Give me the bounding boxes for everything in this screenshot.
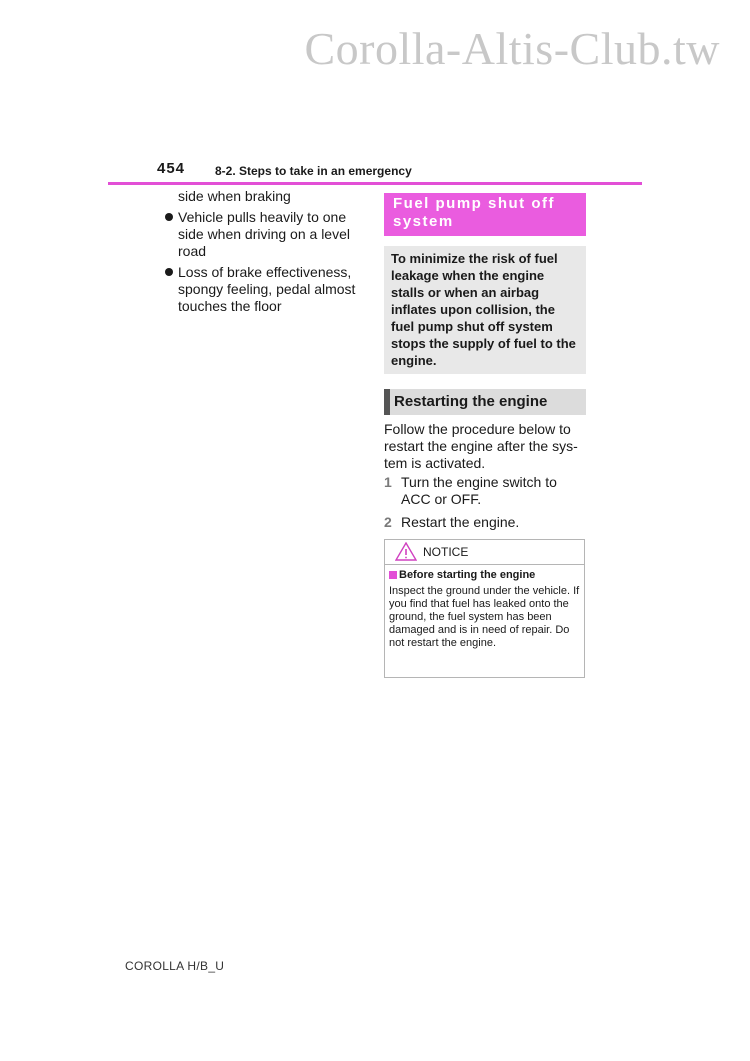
notice-label: NOTICE — [423, 545, 469, 559]
bullet-text: Vehicle pulls heavily to one side when driving on a level road — [178, 209, 350, 259]
watermark: Corolla-Altis-Club.tw — [304, 23, 720, 74]
left-column — [164, 188, 360, 319]
restart-intro: Follow the procedure below to restart the engine after the sys-tem is activated. — [384, 421, 578, 471]
square-bullet-icon — [389, 571, 397, 579]
bullet-item — [164, 264, 360, 315]
continuation-text: side when braking — [178, 188, 291, 204]
footer: COROLLA H/B_U — [125, 959, 225, 973]
notice-subtitle — [389, 569, 584, 581]
notice-body: Inspect the ground under the vehicle. If you find that fuel has leaked onto the ground, the fuel system has been damaged and is in need of repair. Do not restart the engine. — [389, 585, 580, 649]
notice-subtitle-text: Before starting the engine — [399, 569, 536, 581]
bullet-icon — [165, 213, 173, 221]
fuel-pump-summary: To minimize the risk of fuel leakage when the engine stalls or when an airbag inflates upon collision, the fuel pump shut off system stops the supply of fuel to the engine. — [384, 246, 586, 374]
notice-box — [384, 539, 585, 678]
step-number: 2 — [384, 514, 392, 530]
bullet-icon — [165, 268, 173, 276]
restart-title: Restarting the engine — [384, 389, 586, 415]
page-number: 454 — [157, 160, 186, 177]
notice-header — [385, 540, 584, 565]
bullet-text: Loss of brake effectiveness, spongy feeling, pedal almost touches the floor — [178, 264, 356, 314]
section-heading: 8-2. Steps to take in an emergency — [215, 164, 412, 178]
step-item — [384, 474, 586, 508]
step-text: Turn the engine switch to ACC or OFF. — [401, 474, 557, 507]
bullet-item — [164, 209, 360, 260]
step-text: Restart the engine. — [401, 514, 520, 530]
fuel-pump-title: Fuel pump shut off system — [384, 193, 586, 236]
step-number: 1 — [384, 474, 392, 490]
step-item — [384, 514, 586, 531]
header-rule — [108, 182, 642, 185]
warning-icon — [395, 542, 417, 561]
